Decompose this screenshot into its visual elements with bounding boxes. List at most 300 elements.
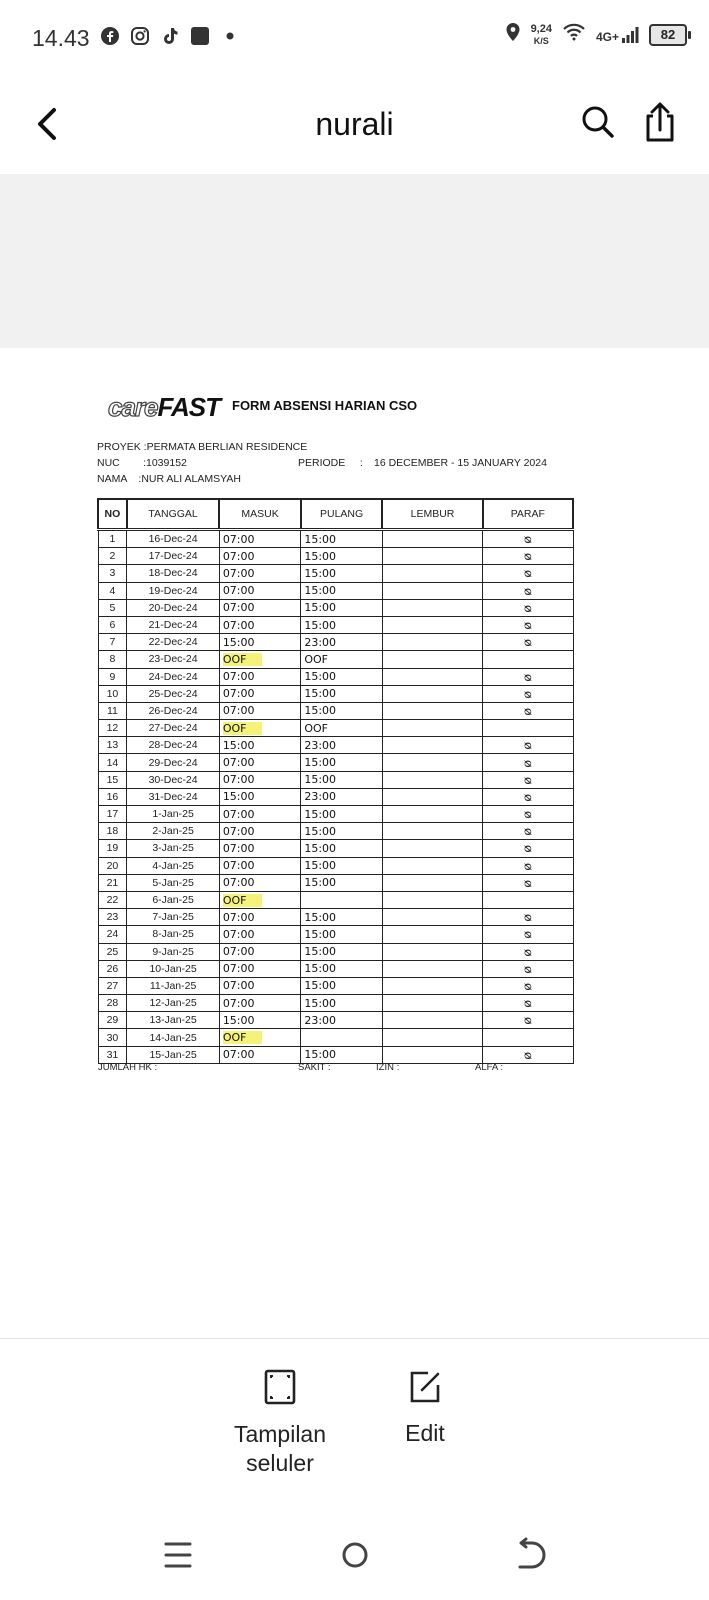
menu-lines-icon xyxy=(158,1535,198,1575)
table-row xyxy=(98,754,573,771)
cell-date xyxy=(127,582,219,599)
cell-date xyxy=(127,702,219,719)
cell-in-time-text: OOF xyxy=(223,894,263,907)
cell-no xyxy=(98,599,127,616)
cell-out-time xyxy=(301,788,383,805)
cell-no-text: 2 xyxy=(109,550,116,563)
cell-signature-text: ᴓ xyxy=(523,703,532,718)
cell-no-text: 10 xyxy=(106,687,119,700)
table-row xyxy=(98,685,573,702)
cell-signature-text: ᴓ xyxy=(523,755,532,770)
edit-button[interactable] xyxy=(400,1368,450,1447)
page-title: nurali xyxy=(315,106,394,142)
edit-label: Edit xyxy=(405,1420,445,1446)
period-value: 16 DECEMBER - 15 JANUARY 2024 xyxy=(374,457,547,469)
cell-no xyxy=(98,685,127,702)
cell-date xyxy=(127,565,219,582)
cell-date-text: 31-Dec-24 xyxy=(148,790,198,803)
cell-no-text: 12 xyxy=(106,722,119,735)
cell-out-time xyxy=(301,926,383,943)
cell-date-text: 9-Jan-25 xyxy=(152,945,194,958)
facebook-icon xyxy=(100,26,120,46)
cell-signature xyxy=(483,806,573,823)
cell-in-time-text: 07:00 xyxy=(222,824,255,838)
cell-in-time xyxy=(219,909,301,926)
col-header-overtime: LEMBUR xyxy=(382,499,482,530)
cell-no xyxy=(98,582,127,599)
cell-overtime xyxy=(382,1029,482,1046)
cell-out-time xyxy=(301,995,383,1012)
cell-date-text: 28-Dec-24 xyxy=(148,739,198,752)
cell-date xyxy=(127,651,219,668)
cell-no-text: 21 xyxy=(106,876,119,889)
cell-no xyxy=(98,874,127,891)
cell-date xyxy=(127,754,219,771)
cell-date xyxy=(127,874,219,891)
cell-signature-text: ᴓ xyxy=(523,532,532,547)
name-line: NAMA :NUR ALI ALAMSYAH xyxy=(97,473,241,485)
cell-no xyxy=(98,995,127,1012)
table-row xyxy=(98,874,573,891)
cell-out-time-text: 15:00 xyxy=(304,756,337,770)
cell-signature xyxy=(483,668,573,685)
cell-overtime xyxy=(382,891,482,908)
cell-overtime xyxy=(382,806,482,823)
cell-signature-text: ᴓ xyxy=(523,600,532,615)
cell-overtime xyxy=(382,720,482,737)
footer-leave: IZIN : xyxy=(376,1062,400,1073)
cell-overtime xyxy=(382,926,482,943)
cell-date xyxy=(127,891,219,908)
cell-out-time xyxy=(301,840,383,857)
cell-in-time xyxy=(219,788,301,805)
cell-no xyxy=(98,1029,127,1046)
cell-signature-text: ᴓ xyxy=(523,824,532,839)
cell-in-time-text: 07:00 xyxy=(222,910,255,924)
cell-date-text: 24-Dec-24 xyxy=(148,670,198,683)
cell-out-time-text: 15:00 xyxy=(304,773,337,787)
cell-date-text: 14-Jan-25 xyxy=(149,1031,197,1044)
cell-date-text: 6-Jan-25 xyxy=(152,894,194,907)
cell-overtime xyxy=(382,977,482,994)
table-row xyxy=(98,530,573,548)
cell-in-time xyxy=(219,771,301,788)
share-button[interactable] xyxy=(640,100,680,144)
cell-in-time xyxy=(219,874,301,891)
cell-overtime xyxy=(382,685,482,702)
cell-date-text: 3-Jan-25 xyxy=(152,842,194,855)
cell-date xyxy=(127,840,219,857)
table-row xyxy=(98,720,573,737)
cell-signature-text: ᴓ xyxy=(523,910,532,925)
cell-in-time xyxy=(219,634,301,651)
cell-in-time xyxy=(219,943,301,960)
cell-in-time xyxy=(219,1046,301,1063)
cell-in-time-text: 07:00 xyxy=(222,962,255,976)
cell-signature xyxy=(483,702,573,719)
cell-out-time-text: 15:00 xyxy=(304,841,337,855)
cell-no-text: 17 xyxy=(106,808,119,821)
cell-date-text: 7-Jan-25 xyxy=(152,911,194,924)
cell-in-time-text: OOF xyxy=(223,653,263,666)
search-icon xyxy=(578,102,618,142)
cell-signature xyxy=(483,960,573,977)
cell-signal xyxy=(596,26,639,44)
cell-overtime xyxy=(382,634,482,651)
cell-no xyxy=(98,702,127,719)
cell-in-time-text: 07:00 xyxy=(222,670,255,684)
mobile-view-label: Tampilan seluler xyxy=(233,1421,327,1476)
cell-out-time xyxy=(301,548,383,565)
cell-signature-text: ᴓ xyxy=(523,669,532,684)
cell-signature xyxy=(483,874,573,891)
cell-signature xyxy=(483,926,573,943)
cell-date-text: 18-Dec-24 xyxy=(148,567,198,580)
cell-overtime xyxy=(382,995,482,1012)
cell-date xyxy=(127,685,219,702)
cell-no-text: 5 xyxy=(109,601,116,614)
cell-overtime xyxy=(382,909,482,926)
cell-signature-text: ᴓ xyxy=(523,618,532,633)
cell-in-time-text: OOF xyxy=(223,722,263,735)
cell-out-time xyxy=(301,1012,383,1029)
cell-signature-text: ᴓ xyxy=(523,978,532,993)
bottom-divider xyxy=(0,1338,709,1339)
cell-out-time xyxy=(301,685,383,702)
cell-in-time-text: 07:00 xyxy=(222,532,255,546)
cell-out-time xyxy=(301,960,383,977)
table-row xyxy=(98,1029,573,1046)
table-row xyxy=(98,1012,573,1029)
cell-in-time-text: 07:00 xyxy=(222,927,255,941)
cell-date-text: 25-Dec-24 xyxy=(148,687,198,700)
cell-out-time xyxy=(301,823,383,840)
cell-out-time-text: 23:00 xyxy=(304,790,337,804)
cell-no-text: 30 xyxy=(106,1031,119,1044)
home-circle-icon xyxy=(335,1535,375,1575)
table-row xyxy=(98,651,573,668)
cell-date-text: 17-Dec-24 xyxy=(148,550,198,563)
cell-no xyxy=(98,891,127,908)
cell-signature xyxy=(483,840,573,857)
cell-out-time xyxy=(301,754,383,771)
cell-out-time-text: 15:00 xyxy=(304,927,337,941)
attendance-document[interactable] xyxy=(0,348,709,1338)
cell-signature xyxy=(483,857,573,874)
cell-signature-text: ᴓ xyxy=(523,841,532,856)
cell-no-text: 28 xyxy=(106,997,119,1010)
cell-out-time-text: 15:00 xyxy=(304,584,337,598)
cell-overtime xyxy=(382,771,482,788)
cell-out-time xyxy=(301,651,383,668)
cell-signature-text: ᴓ xyxy=(523,686,532,701)
cell-out-time-text: 23:00 xyxy=(304,1013,337,1027)
cell-signature-text: ᴓ xyxy=(523,772,532,787)
cell-date-text: 11-Jan-25 xyxy=(149,979,197,992)
cell-date-text: 15-Jan-25 xyxy=(149,1048,197,1061)
cell-no-text: 7 xyxy=(109,636,116,649)
cell-in-time xyxy=(219,737,301,754)
cell-in-time xyxy=(219,582,301,599)
cell-no xyxy=(98,720,127,737)
cell-date-text: 26-Dec-24 xyxy=(148,704,198,717)
cell-signature-text: ᴓ xyxy=(523,927,532,942)
table-row xyxy=(98,702,573,719)
cell-no xyxy=(98,840,127,857)
cell-out-time xyxy=(301,909,383,926)
cell-no xyxy=(98,771,127,788)
cell-in-time xyxy=(219,754,301,771)
cell-out-time xyxy=(301,977,383,994)
cell-no-text: 13 xyxy=(106,739,119,752)
cell-signature xyxy=(483,1029,573,1046)
cell-no xyxy=(98,565,127,582)
cell-in-time xyxy=(219,840,301,857)
cell-out-time-text: 15:00 xyxy=(304,979,337,993)
cell-no-text: 14 xyxy=(106,756,119,769)
table-row xyxy=(98,582,573,599)
share-icon xyxy=(640,100,680,144)
cell-no-text: 26 xyxy=(106,962,119,975)
cell-date-text: 22-Dec-24 xyxy=(148,636,198,649)
cell-signature-text: ᴓ xyxy=(523,944,532,959)
cell-out-time-text: 23:00 xyxy=(304,738,337,752)
cell-date xyxy=(127,823,219,840)
cell-no-text: 31 xyxy=(106,1048,119,1061)
cell-no xyxy=(98,616,127,633)
col-header-in: MASUK xyxy=(219,499,301,530)
cell-out-time-text: 15:00 xyxy=(304,945,337,959)
cell-date xyxy=(127,737,219,754)
col-header-date: TANGGAL xyxy=(127,499,219,530)
cell-date xyxy=(127,857,219,874)
col-header-out: PULANG xyxy=(301,499,383,530)
table-row xyxy=(98,857,573,874)
cell-out-time-text: 15:00 xyxy=(304,704,337,718)
cell-signature xyxy=(483,565,573,582)
cell-in-time xyxy=(219,995,301,1012)
table-row xyxy=(98,806,573,823)
cell-signature xyxy=(483,685,573,702)
cell-overtime xyxy=(382,651,482,668)
cell-signature-text: ᴓ xyxy=(523,1047,532,1062)
cell-no-text: 3 xyxy=(109,567,116,580)
cell-date xyxy=(127,1046,219,1063)
cell-signature xyxy=(483,616,573,633)
more-dot-icon xyxy=(220,26,240,46)
cell-out-time-text: 15:00 xyxy=(304,962,337,976)
cell-overtime xyxy=(382,599,482,616)
speed-value: 9,24 xyxy=(530,22,552,35)
cell-no xyxy=(98,926,127,943)
table-row xyxy=(98,788,573,805)
cell-date-text: 5-Jan-25 xyxy=(152,876,194,889)
cell-overtime xyxy=(382,754,482,771)
cell-out-time xyxy=(301,565,383,582)
cell-signature-text: ᴓ xyxy=(523,738,532,753)
cell-out-time-text: 15:00 xyxy=(304,876,337,890)
instagram-icon xyxy=(130,26,150,46)
cell-no-text: 29 xyxy=(106,1014,119,1027)
cell-no-text: 25 xyxy=(106,945,119,958)
cell-no-text: 22 xyxy=(106,894,119,907)
cell-out-time xyxy=(301,874,383,891)
cell-date xyxy=(127,977,219,994)
cell-in-time-text: 07:00 xyxy=(222,584,255,598)
cell-overtime xyxy=(382,943,482,960)
cell-no-text: 24 xyxy=(106,928,119,941)
cell-out-time-text: 15:00 xyxy=(304,807,337,821)
cell-signature xyxy=(483,771,573,788)
cell-in-time xyxy=(219,960,301,977)
cell-date xyxy=(127,668,219,685)
cell-out-time xyxy=(301,668,383,685)
cell-signature xyxy=(483,909,573,926)
cell-no xyxy=(98,651,127,668)
cell-no xyxy=(98,668,127,685)
cell-date xyxy=(127,771,219,788)
cell-overtime xyxy=(382,530,482,548)
cell-no xyxy=(98,909,127,926)
cell-overtime xyxy=(382,960,482,977)
cell-no xyxy=(98,857,127,874)
cell-in-time-text: 07:00 xyxy=(222,566,255,580)
cell-date xyxy=(127,634,219,651)
cell-overtime xyxy=(382,857,482,874)
signal-bars-icon xyxy=(621,26,639,44)
cell-overtime xyxy=(382,823,482,840)
attendance-table xyxy=(97,498,574,1064)
tiktok-icon xyxy=(160,26,180,46)
project-line: PROYEK :PERMATA BERLIAN RESIDENCE xyxy=(97,441,308,453)
app-square-icon xyxy=(190,26,210,46)
cell-date xyxy=(127,616,219,633)
cell-overtime xyxy=(382,616,482,633)
cell-date-text: 10-Jan-25 xyxy=(149,962,197,975)
cell-no-text: 8 xyxy=(109,653,116,666)
cell-date-text: 30-Dec-24 xyxy=(148,773,198,786)
cell-in-time xyxy=(219,926,301,943)
edit-icon xyxy=(408,1368,442,1406)
cell-signature-text: ᴓ xyxy=(523,635,532,650)
fullscreen-frame-icon xyxy=(263,1368,297,1406)
cell-in-time-text: 15:00 xyxy=(222,738,255,752)
cell-no-text: 9 xyxy=(109,670,116,683)
cell-no-text: 6 xyxy=(109,619,116,632)
cell-date-text: 1-Jan-25 xyxy=(152,808,194,821)
recent-apps-button[interactable] xyxy=(158,1535,198,1575)
cell-no xyxy=(98,737,127,754)
cell-in-time-text: 07:00 xyxy=(222,996,255,1010)
home-button[interactable] xyxy=(335,1535,375,1575)
cell-in-time xyxy=(219,565,301,582)
table-row xyxy=(98,737,573,754)
search-button[interactable] xyxy=(578,102,618,142)
cell-in-time-text: 07:00 xyxy=(222,841,255,855)
system-back-button[interactable] xyxy=(510,1535,550,1575)
cell-out-time xyxy=(301,1029,383,1046)
cell-date-text: 21-Dec-24 xyxy=(148,619,198,632)
network-speed xyxy=(531,23,552,47)
cell-in-time xyxy=(219,720,301,737)
cell-in-time-text: 07:00 xyxy=(222,1048,255,1062)
mobile-view-button[interactable] xyxy=(220,1368,340,1478)
cell-out-time-text: 15:00 xyxy=(304,910,337,924)
cell-in-time xyxy=(219,702,301,719)
cell-out-time xyxy=(301,634,383,651)
cell-no-text: 20 xyxy=(106,859,119,872)
cell-overtime xyxy=(382,874,482,891)
cell-signature xyxy=(483,737,573,754)
cell-date-text: 19-Dec-24 xyxy=(148,584,198,597)
cell-in-time-text: 07:00 xyxy=(222,945,255,959)
cell-no xyxy=(98,1012,127,1029)
cell-signature xyxy=(483,754,573,771)
network-type: 4G+ xyxy=(595,29,619,44)
cell-no-text: 4 xyxy=(109,584,116,597)
cell-signature xyxy=(483,1012,573,1029)
cell-in-time xyxy=(219,530,301,548)
footer-sick: SAKIT : xyxy=(298,1062,331,1073)
cell-signature-text: ᴓ xyxy=(523,1013,532,1028)
carefast-logo: careFAST xyxy=(108,392,220,422)
cell-signature-text: ᴓ xyxy=(523,549,532,564)
cell-signature-text: ᴓ xyxy=(523,807,532,822)
table-row xyxy=(98,548,573,565)
cell-no-text: 16 xyxy=(106,790,119,803)
cell-out-time xyxy=(301,771,383,788)
cell-in-time xyxy=(219,891,301,908)
cell-signature xyxy=(483,651,573,668)
cell-out-time xyxy=(301,857,383,874)
table-row xyxy=(98,634,573,651)
cell-in-time-text: OOF xyxy=(223,1031,263,1044)
col-header-no: NO xyxy=(98,499,127,530)
cell-signature-text: ᴓ xyxy=(523,875,532,890)
status-time: 14.43 xyxy=(32,25,90,51)
cell-in-time-text: 07:00 xyxy=(222,876,255,890)
cell-date xyxy=(127,960,219,977)
table-row xyxy=(98,977,573,994)
table-row xyxy=(98,616,573,633)
cell-date-text: 29-Dec-24 xyxy=(148,756,198,769)
cell-in-time xyxy=(219,685,301,702)
cell-signature xyxy=(483,823,573,840)
cell-out-time xyxy=(301,616,383,633)
cell-in-time xyxy=(219,599,301,616)
table-row xyxy=(98,599,573,616)
cell-overtime xyxy=(382,737,482,754)
cell-in-time xyxy=(219,651,301,668)
cell-out-time-text: 15:00 xyxy=(304,532,337,546)
cell-out-time-text: 15:00 xyxy=(304,618,337,632)
cell-in-time-text: 07:00 xyxy=(222,756,255,770)
cell-signature xyxy=(483,891,573,908)
cell-in-time-text: 07:00 xyxy=(222,807,255,821)
cell-in-time-text: 07:00 xyxy=(222,618,255,632)
cell-out-time-text: OOF xyxy=(304,721,328,735)
cell-date-text: 20-Dec-24 xyxy=(148,601,198,614)
cell-overtime xyxy=(382,840,482,857)
cell-date xyxy=(127,943,219,960)
table-row xyxy=(98,995,573,1012)
cell-no xyxy=(98,634,127,651)
cell-in-time-text: 07:00 xyxy=(222,979,255,993)
cell-date xyxy=(127,995,219,1012)
cell-date xyxy=(127,806,219,823)
cell-date xyxy=(127,720,219,737)
cell-overtime xyxy=(382,565,482,582)
